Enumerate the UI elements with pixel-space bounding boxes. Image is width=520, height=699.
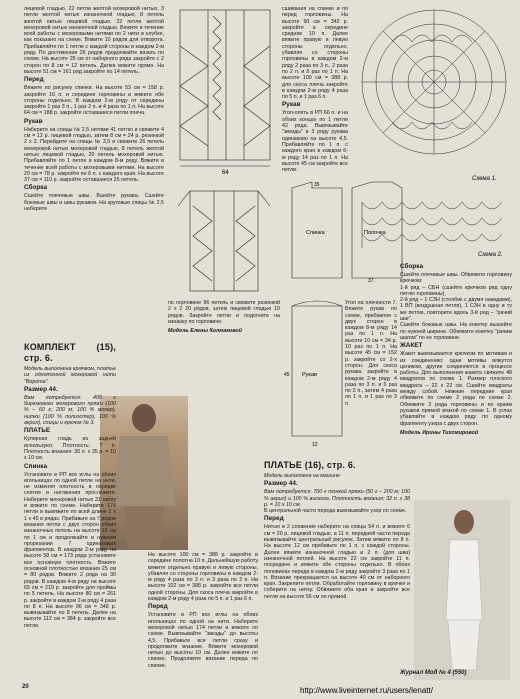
middle-caption [168,300,280,334]
scheme-1-label: Схема 1. [472,176,497,182]
top-right-sleeve-title: Рукав [282,101,301,109]
dress16-front-title: Перед [264,515,284,523]
dress16-intro: В центральной части переда вывязывайте узор по схеме. [264,508,407,515]
jacket-title: ЖАКЕТ [400,342,423,350]
dim-12: 12 [312,442,318,448]
join-text: Сшейте боковые швы. На кокетку вышейте по нужной ширине. Обвяжите кокетку "рачим шагом" по ее горловине. [400,322,512,341]
sleeve-text: Наберите на спицы № 2,5 нитями 41 петлю и свяжите 4 см = 12 р. лицевой гладью, затем 8 см = 24 р. резинкой 2 х 2. Перейдите на спицы № 3,5 и свяжите 26 петель мохеровой нитью мохеровой гладью, 8 петель желтой нитью лицевой гладью, 20 петель мохеровой нитью. Прибавляйте по 1 петле в каждом 8-м ряду. Вяжите в течение всей работы с мохеровыми нитями. На высоте 20 см = 78 р. закройте по 6 п. с каждого края. На высоте 37 см = 110 р. закройте оставшиеся 25 петель. [24,126,164,184]
back-piece-label: Спинка [306,230,325,236]
model-tikhomirova: Модель Ирины Тихомировой [400,429,479,436]
back-text: Установите в РП все иглы на обоих игольницах по одной петле на нити, не изменяя плотность в порядке снятия и натяжения прослежите. Наберите мохеровой нитью 31 нитку и вяжите по схеме. Наберите 174 петли и вывяжите по всей длине 2 х 1 х 45 в рядах. Прибавьте на 7 рядов вязания петли с двух сторон обеих изнаночных петель на высоте 10 см по 1 см и продолжайте в нужном прорезании 7 одинаковых фрагментов. В каждом 2-м ряду на высоте 58 см = 173 ряда установите все основную плотность. Вяжите основной плотностью вязания 25 см = 80 рядов. Вяжите 2 ряда на 30 рядов. В каждом 4-м ряду на высоте 65 см = 219 р. закройте для проймы по 5 петель. На высоте 80 см = 261 р. закройте в каждом 2-м ряду 4 раза по 8 п. На высоте 96 см = 348 р. вывязывайте по 8 петель. Далее на высоте 112 см = 384 р. закройте все петли. [24,471,116,629]
dress16-subtitle: Модель выполнена на машине [264,473,341,479]
top-left-column [24,6,164,212]
dress16-front-text: Нитью в 2 сложения наберите на спицы 54 п. и вяжите 6 см = 20 р. лицевой гладью, а 11 п. передней части переда вывязывайте центральный рисунок. Затем вяжите по 8 п. На высоте 12 см прибавьте по 1 п. с каждой стороны. Далее вяжите изнаночной гладью и 2 п. (для шва) изнаночной петлей. На высоте 22 см закройте 11 п. посредине и вяжите обе стороны отдельно. В обоих половинах переда в каждом 2-м ряду закройте 3 раза по 1 п. Вязание прекращается на высоте 40 см от наборного края. Закрепите петли. Обработайте горловину в крючке и соберите на нитку. Обвяжите оба края и закройте все петли на высоте 56 см по прямой. [264,524,410,600]
middle-caption-text: по горловине 96 петель и свяжите резинкой 2 х 2 20 рядов, затем лицевой гладью 10 рядов. Закройте петли и подогните на изнанку по горловине. [168,300,280,325]
top-right-intro: сшивания на спинке и по перед горловины. На высоте 90 см = 342 р. закройте в середине средние 10 п. Далее вяжите правую и левую стороны отдельно, убавляя со стороны горловины в каждом 2-м ряду 2 раза по 3 п., 2 раза по 2 п. и 6 раз по 1 п. На высоте 100 см = 388 р. для скоса плеча закройте в каждом 2-м ряду 4 раза по 5 п. и 1 раз 6 п. [282,6,348,101]
left-column-komplekt [24,340,116,629]
page-number: 20 [22,684,29,690]
jacket-text: Жакет вывязывается крючком по мотивам и их соединению: одни мотивы вяжутся целиком, другие соединяются в процессе работы. Для выполнения жакета свяжите 48 квадратов по схеме 1. Размер плоского квадрата – 22 х 22 см. Сшейте квадраты между собой. Нижние передние края обвяжите по схеме 2 ряда по схеме 2. Обвяжите 2 ряда горловины и по краям рукавов прямой вязкой по схеме 1. В углах убавляйте в каждом ряду по одному фрагменту узора с двух сторон. [400,351,512,427]
dim-37: 37 [368,278,374,283]
assembly-text: Сшейте плечевые швы. Вшейте рукава. Сшейте боковые швы и швы рукавов. На круговые спицы № 2,5 наберите [24,193,164,213]
assembly-title: Сборка [24,184,48,192]
right-assembly-title: Сборка [400,263,424,270]
front-title: Перед [24,76,44,84]
komplekt-subtitle: Модель выполнена крючком, платье из однотонной мохеровой нити "Ворота". [24,366,116,385]
dress-sub: Кулирная гладь из задней используют. Плотность: 7 п. Плотность вязания: 30 п. х 35 р. = 10 х 10 см. [24,436,116,462]
komplekt-size: Размер 44. [24,385,58,393]
dress-title: ПЛАТЬЕ [24,427,51,435]
right-assembly-text: Сшейте плечевые швы. Обвяжите горловину крючком: [400,272,512,285]
mid-front-title: Перед [148,603,168,611]
mid-p1: На высоте 100 см = 388 р. закройте в середине полотна 10 п. Дальнейшую работу вяжите отдельно правую и левую стороны, убавляя со стороны горловины в каждом 2-м ряду 4 раза по 3 п. и 3 раза по 2 п. На высоте 102 см = 388 р. закройте все петли одной стороны. Для скоса плеча закройте в каждом 2-м ряду 4 раза по 5 п. и 1 раз 6 п. [148,552,258,603]
mid-front-text: Установите в РП все иглы на обоих игольницах по одной на нити. Наберите мохеровой нитью 174 петли и вяжите по схеме. Вывязывайте "звезды" до высоты 4,5. Прибавьте все петли сразу и продолжите вязание. Вяжите мохеровой нитью до высоты 10 см. Далее вяжите по спинке. Продолжите вязание переда по спинке. [148,612,258,669]
source-url[interactable]: http://www.liveinternet.ru/users/lenatt/ [300,686,433,695]
row-1: 1-й ряд – СБН (сшейте крючком ряд одну петлю горловины), [400,284,512,297]
row-2: 2-й ряд – 1 СЗН (столбик с двумя накидами), 1 ВП (воздушная петля), 1 СЗН в одну и ту же петлю, повторите вдоль 3-й ряд – "рачий шаг". [400,297,512,323]
label-64: 64 [222,170,229,176]
sleeve-piece-label: Рукав [302,372,317,378]
scheme-2-label: Схема 2. [478,252,503,258]
front-piece-label: Полочка [364,230,386,236]
crochet-motif-scheme-1 [352,2,516,192]
dim-45: 45 [284,372,290,378]
model-kolmakova: Модель Елены Колмаковой [168,328,242,335]
dress16-column [264,458,410,600]
top-right-text [282,6,348,173]
model-photo-dress [414,500,510,680]
sweater-pattern-diagram [168,6,280,296]
journal-title: Журнал Мод № 4 (550) [400,670,467,676]
middle-text-column [148,552,258,669]
front-text: Вяжите по рисунку спинки. На высоте 53 см = 158 р. закройте 16 п. и середине горловины и вяжите обе стороны отдельно. В каждом 2-м ряду от середины закройте 1 раз 3 п., 1 раз 2 п. и 4 раза по 1 п. На высоте 64 см = 188 р. закройте оставшиеся петли плеча. [24,85,164,117]
komplekt-title: КОМПЛЕКТ (15), стр. 6. [24,342,116,363]
garment-pieces-diagram [282,178,412,283]
sleeve-notes [345,300,397,407]
sleeve-title: Рукав [24,117,43,125]
back-title: Спинка [24,462,48,470]
dress16-size: Размер 44. [264,480,298,488]
dress16-materials: Вам потребуется: 700 г тонкой пряжи (50 г – 200 м; 100 % акрил) и 100 % вискоза. Плотность вязания: 32 п. х 38 р. = 10 х 10 см. [264,489,410,508]
top-right-sleeve-text: Угол-опять в РП 66 п. и на обоих концах по 1 петле 42 ряда. Вывязывайте "звезды" в 3 ряду рукава одинаково на высоте 4,5. Прибавляйте по 1 п. с каждого края в каждом 6-м ряду 14 раз по 1 п. На высоте 45 см закройте все петли. [282,110,348,174]
dim-35: 35 [314,182,320,188]
komplekt-materials: Вам потребуется: 400 г бирюзового мохерового пряжи (100 % – 60 г; 200 м; 100 % мохер), нитки (100 % полиэстер), 100 % акрил), спицы и крючок № 3. [24,394,116,427]
right-assembly-column [400,262,512,436]
sleeve-notes-text: Угол на плечности 7. Вяжите рукав по схеме, прибавляя с двух сторон в каждом 8-м ряду 14 раз по 1 п. На высоте 10 см = 34 р. 10 раз по 1 п. На высоте 45 см = 152 р. закройте со 2-х сторон. Для скоса рукава закройте в каждом 2-м ряду 4 раза по 3 п. и 6 раз по 2 п., затем 4 раза по 1 п. и 1 раз по 3 п. [345,300,397,407]
intro-text: лицевой гладью, 22 петли желтой мохеровой нитью, 3 петли желтой нитью изнаночной гладью, 8 петель желтой нитью лицевой гладью, 22 петли желтой мохеровой нитью изнаночной гладью. Вяжите в течение всей работы с мохеровыми нитями по 2 нити в клубке, как показано на схеме. Вяжите 10 рядов для отворота. Прибавляйте по 1 петле с каждой стороны в каждом 2-м ряду. По достижении 26 рядов продолжайте вязать по схеме. На высоте 25 см от наборного ряда закройте с 2 сторон по 8 см = 12 петель. Далее вяжите прямо. На высоте 51 см = 161 ряд закройте по 14 петель. [24,6,164,75]
dress16-title: ПЛАТЬЕ (16), стр. 6. [264,460,356,470]
